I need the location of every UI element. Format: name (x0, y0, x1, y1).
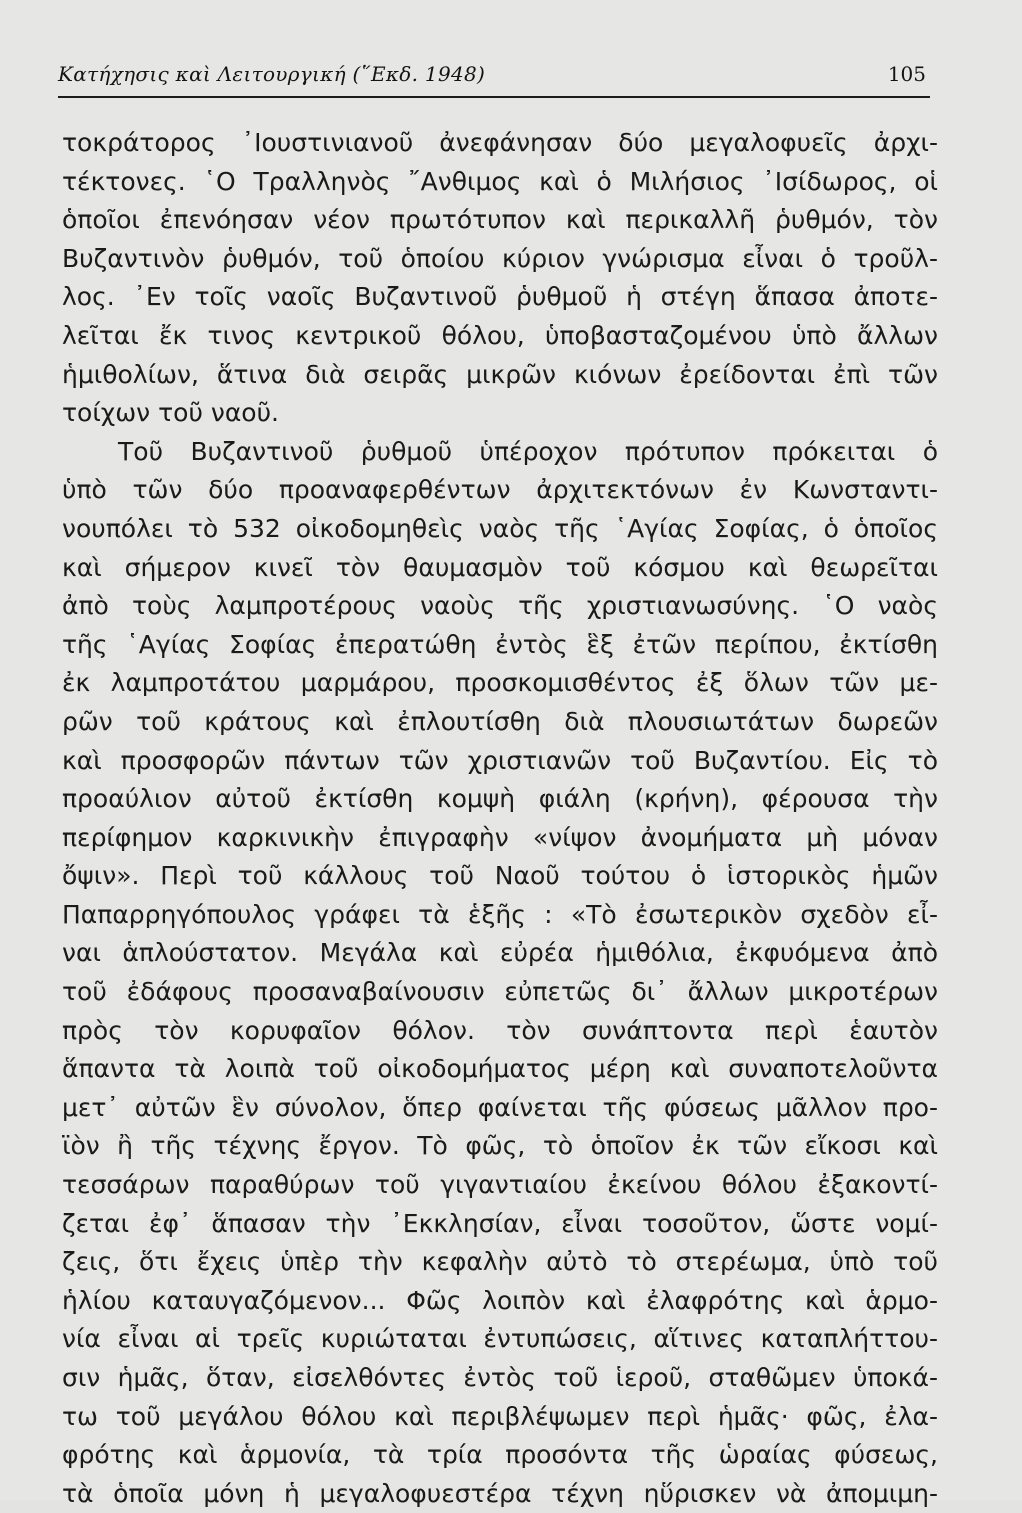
running-header (58, 62, 930, 98)
text-line: λος. ᾽Εν τοῖς ναοῖς Βυζαντινοῦ ῥυθμοῦ ἡ στέγη ἅπασα ἀποτε- (62, 282, 938, 312)
text-line: ζεις, ὅτι ἔχεις ὑπὲρ τὴν κεφαλὴν αὐτὸ τὸ στερέωμα, ὑπὸ τοῦ (62, 1247, 938, 1277)
running-header-title: Κατήχησις καὶ Λειτουργική (῞Εκδ. 1948) (58, 62, 486, 86)
text-line: τοκράτορος ᾽Ιουστινιανοῦ ἀνεφάνησαν δύο μεγαλοφυεῖς ἀρχι- (62, 128, 938, 157)
text-line: ἐκ λαμπροτάτου μαρμάρου, προσκομισθέντος ἐξ ὅλων τῶν με- (62, 668, 938, 698)
text-line: ϊὸν ἢ τῆς τέχνης ἔργον. Τὸ φῶς, τὸ ὁποῖον ἐκ τῶν εἴκοσι καὶ (62, 1131, 938, 1161)
text-line: νουπόλει τὸ 532 οἰκοδομηθεὶς ναὸς τῆς ῾Αγίας Σοφίας, ὁ ὁποῖος (62, 513, 938, 543)
text-line: φρότης καὶ ἁρμονία, τὰ τρία προσόντα τῆς ὡραίας φύσεως, (62, 1440, 938, 1470)
text-line: περίφημον καρκινικὴν ἐπιγραφὴν «νίψον ἀνομήματα μὴ μόναν (62, 822, 938, 852)
text-line: πρὸς τὸν κορυφαῖον θόλον. τὸν συνάπτοντα περὶ ἑαυτὸν (62, 1015, 938, 1045)
text-line: ἡμιθολίων, ἅτινα διὰ σειρᾶς μικρῶν κιόνων ἐρείδονται ἐπὶ τῶν (62, 359, 938, 389)
text-line: προαύλιον αὐτοῦ ἐκτίσθη κομψὴ φιάλη (κρήνη), φέρουσα τὴν (62, 784, 938, 814)
page-number: 105 (887, 62, 926, 86)
text-line: μετ᾽ αὐτῶν ἓν σύνολον, ὅπερ φαίνεται τῆς φύσεως μᾶλλον προ- (62, 1092, 938, 1122)
text-line: νία εἶναι αἱ τρεῖς κυριώταται ἐντυπώσεις, αἵτινες καταπλήττου- (62, 1324, 938, 1354)
text-line: τὰ ὁποῖα μόνη ἡ μεγαλοφυεστέρα τέχνη ηὕρισκεν νὰ ἀπομιμη- (62, 1478, 938, 1508)
text-line: τέκτονες. ῾Ο Τραλληνὸς ῎Ανθιμος καὶ ὁ Μιλήσιος ᾽Ισίδωρος, οἱ (62, 166, 938, 196)
text-line: ὑπὸ τῶν δύο προαναφερθέντων ἀρχιτεκτόνων ἐν Κωνσταντι- (62, 475, 938, 505)
text-line: λεῖται ἔκ τινος κεντρικοῦ θόλου, ὑποβασταζομένου ὑπὸ ἄλλων (62, 320, 938, 350)
text-line: καὶ προσφορῶν πάντων τῶν χριστιανῶν τοῦ Βυζαντίου. Εἰς τὸ (62, 745, 938, 775)
text-line: ὄψιν». Περὶ τοῦ κάλλους τοῦ Ναοῦ τούτου ὁ ἱστορικὸς ἡμῶν (62, 861, 938, 891)
text-line: τοῦ ἐδάφους προσαναβαίνουσιν εὐπετῶς δι᾽ ἄλλων μικροτέρων (62, 977, 938, 1007)
text-line: Παπαρρηγόπουλος γράφει τὰ ἑξῆς : «Τὸ ἐσωτερικὸν σχεδὸν εἶ- (62, 899, 938, 929)
text-line: τοίχων τοῦ ναοῦ. (62, 398, 280, 428)
text-line: τεσσάρων παραθύρων τοῦ γιγαντιαίου ἐκείνου θόλου ἐξακοντί- (62, 1170, 938, 1200)
text-line: Βυζαντινὸν ῥυθμόν, τοῦ ὁποίου κύριον γνώρισμα εἶναι ὁ τροῦλ- (62, 243, 938, 273)
text-line-paragraph-start: Τοῦ Βυζαντινοῦ ῥυθμοῦ ὑπέροχον πρότυπον πρόκειται ὁ (118, 436, 938, 466)
text-line: ἅπαντα τὰ λοιπὰ τοῦ οἰκοδομήματος μέρη καὶ συναποτελοῦντα (62, 1054, 938, 1084)
text-line: ζεται ἐφ᾽ ἅπασαν τὴν ᾽Εκκλησίαν, εἶναι τοσοῦτον, ὥστε νομί- (62, 1208, 938, 1238)
text-line: τῆς ῾Αγίας Σοφίας ἐπερατώθη ἐντὸς ἓξ ἐτῶν περίπου, ἐκτίσθη (62, 629, 938, 659)
text-line: ἡλίου καταυγαζόμενον... Φῶς λοιπὸν καὶ ἐλαφρότης καὶ ἁρμο- (62, 1285, 938, 1315)
text-line: καὶ σήμερον κινεῖ τὸν θαυμασμὸν τοῦ κόσμου καὶ θεωρεῖται (62, 552, 938, 582)
body-text (62, 124, 938, 1513)
text-line: ρῶν τοῦ κράτους καὶ ἐπλουτίσθη διὰ πλουσιωτάτων δωρεῶν (62, 706, 938, 736)
text-line: ἀπὸ τοὺς λαμπροτέρους ναοὺς τῆς χριστιανωσύνης. ῾Ο ναὸς (62, 591, 938, 621)
text-line: τω τοῦ μεγάλου θόλου καὶ περιβλέψωμεν περὶ ἡμᾶς· φῶς, ἐλα- (62, 1401, 938, 1431)
text-line: ὁποῖοι ἐπενόησαν νέον πρωτότυπον καὶ περικαλλῆ ῥυθμόν, τὸν (62, 205, 938, 235)
text-line: σιν ἡμᾶς, ὅταν, εἰσελθόντες ἐντὸς τοῦ ἱεροῦ, σταθῶμεν ὑποκά- (62, 1363, 938, 1392)
text-line: ναι ἁπλούστατον. Μεγάλα καὶ εὐρέα ἡμιθόλια, ἐκφυόμενα ἀπὸ (62, 938, 938, 968)
